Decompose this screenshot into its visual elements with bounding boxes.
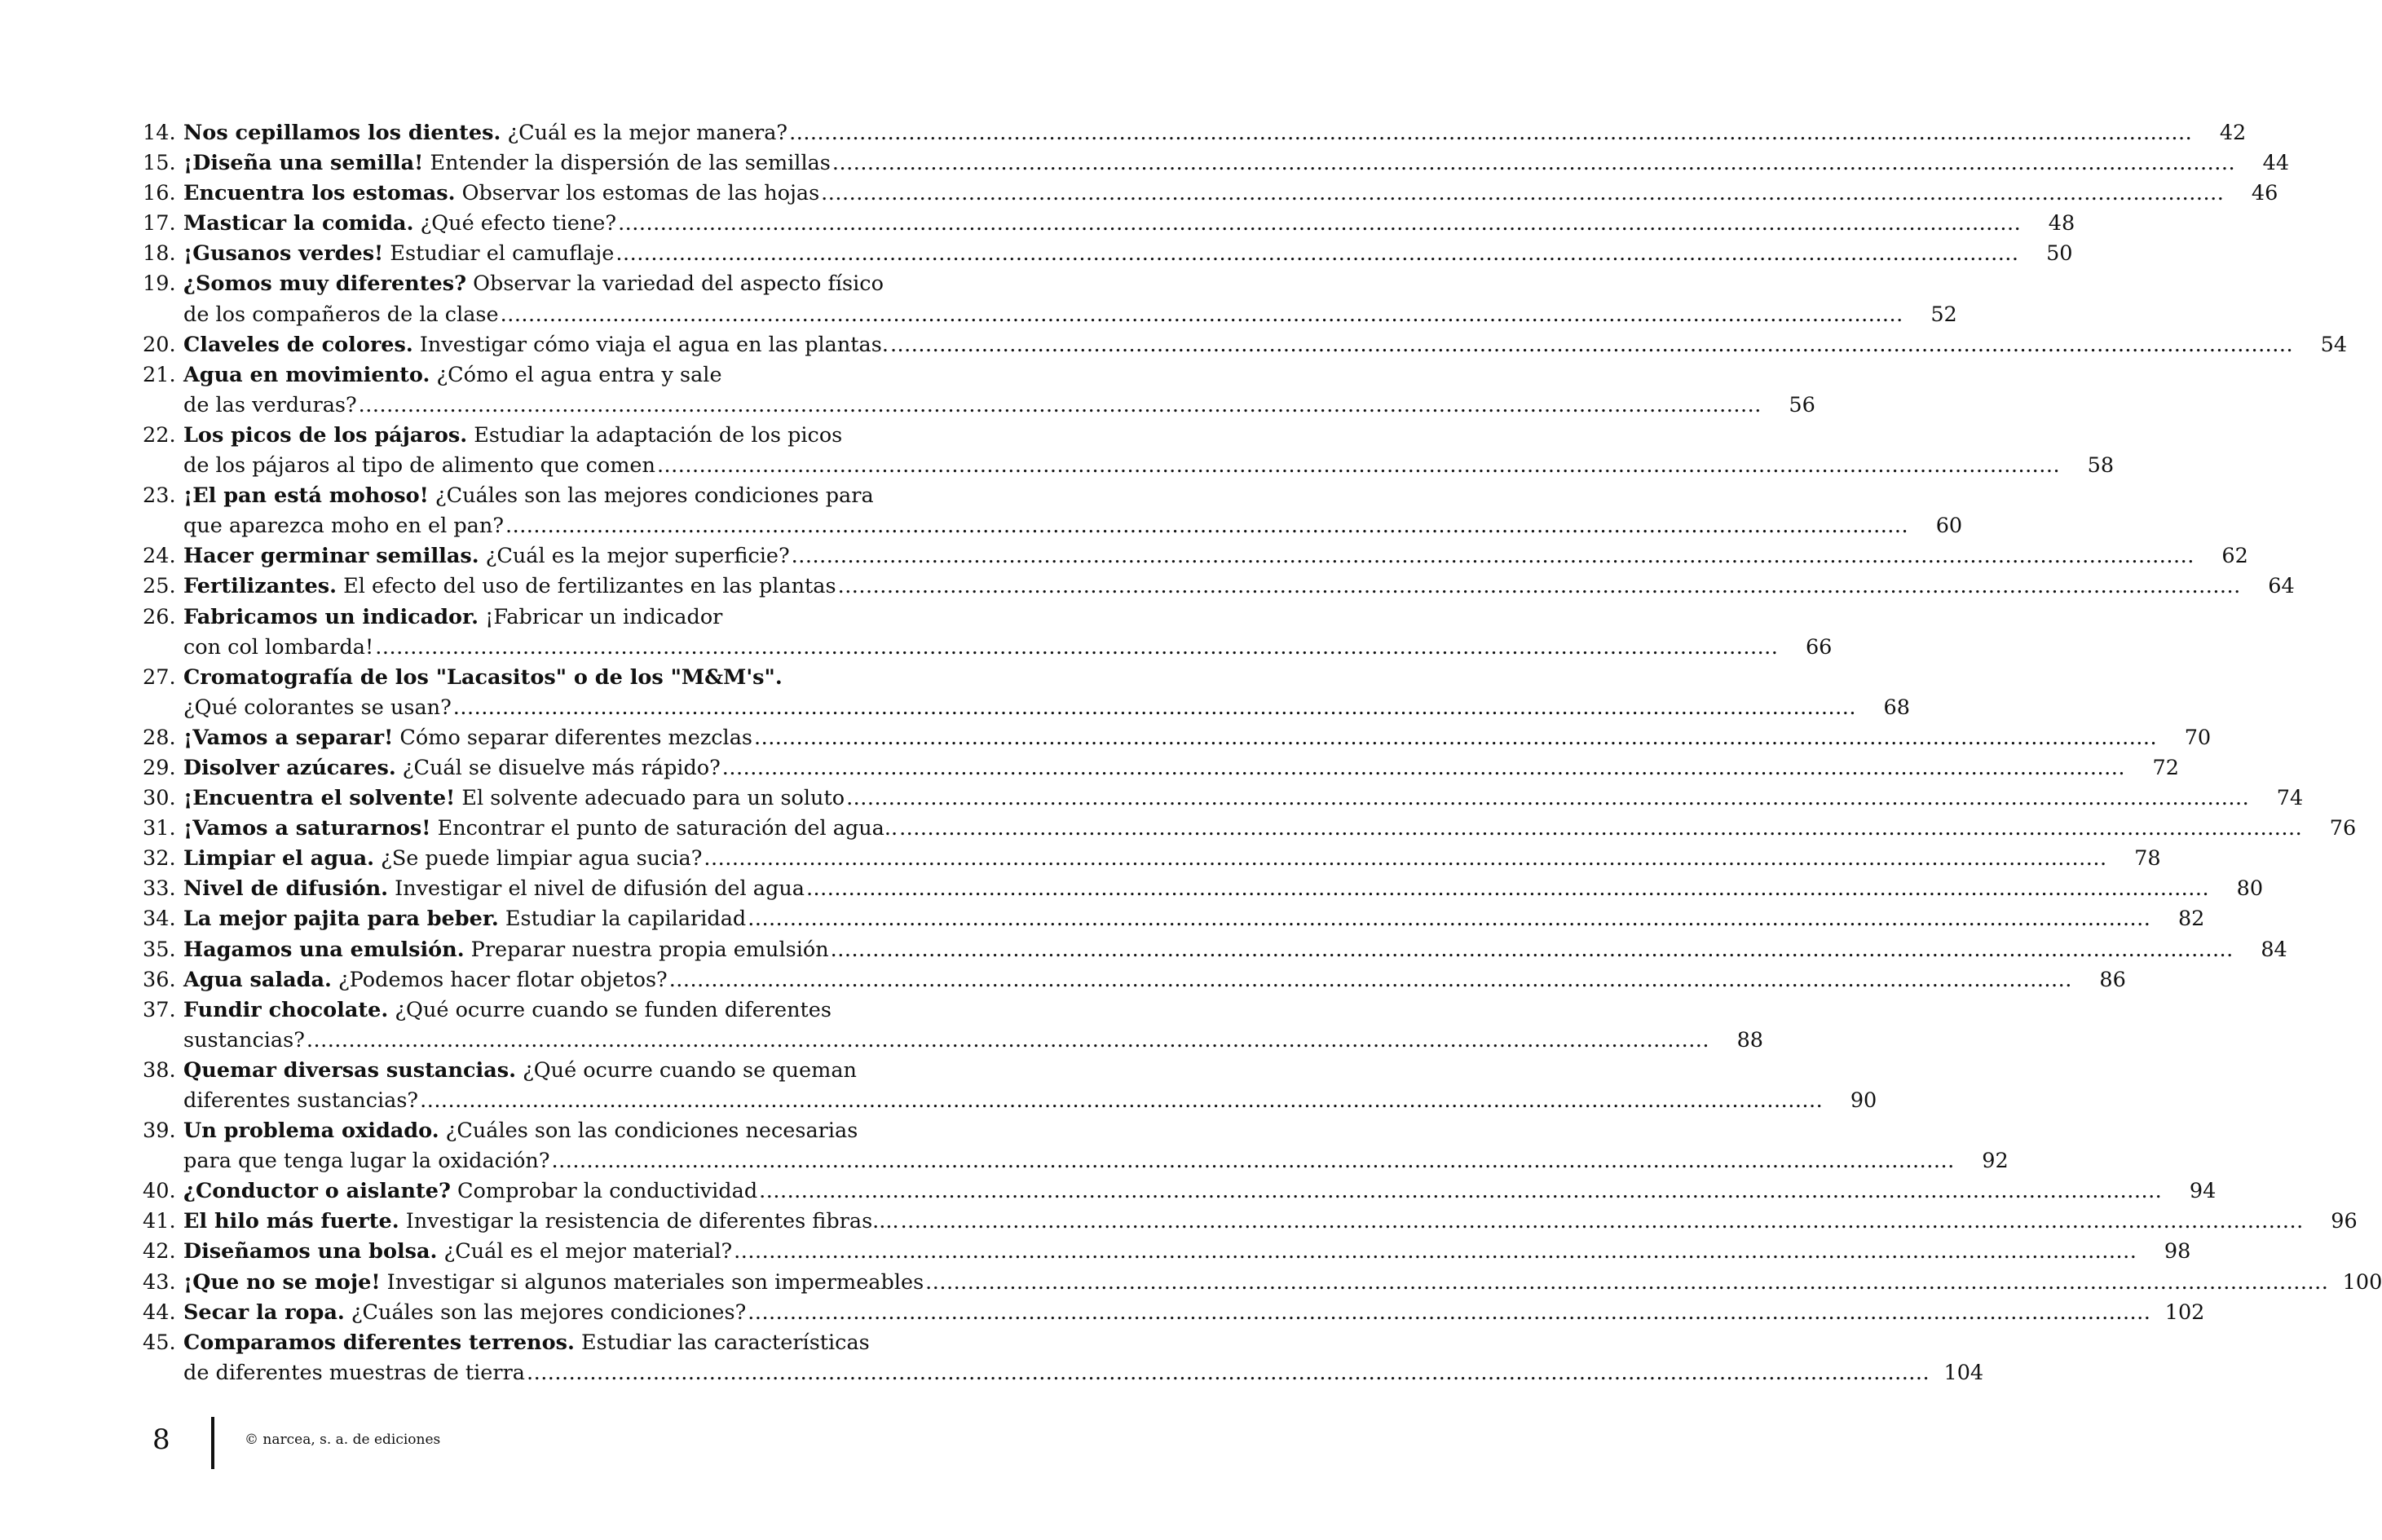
entry-description: ¿Cuáles son las mejores condiciones para <box>428 483 874 509</box>
table-of-contents <box>143 121 2382 1391</box>
toc-line <box>143 1269 2382 1300</box>
entry-number: 28. <box>143 725 176 750</box>
dot-leader: ........................................................................................................................................................................................................ <box>618 211 2022 236</box>
toc-entry <box>143 907 2205 937</box>
entry-page-number: 96 <box>2331 1209 2358 1234</box>
toc-line <box>143 725 2212 756</box>
dot-leader: ........................................................................................................................................................................................................ <box>753 725 2158 750</box>
entry-description: ¿Se puede limpiar agua sucia? <box>374 846 703 871</box>
entry-title: Los picos de los pájaros. <box>183 422 468 448</box>
toc-line <box>143 786 2304 816</box>
toc-line <box>143 1088 1877 1119</box>
toc-entry <box>143 755 2179 786</box>
dot-leader: ........................................................................................................................................................................................................ <box>505 514 1909 539</box>
toc-entry <box>143 544 2248 574</box>
entry-number: 36. <box>143 967 176 992</box>
entry-text <box>183 363 722 387</box>
entry-number: 19. <box>143 271 176 297</box>
toc-line <box>143 634 1833 665</box>
entry-title: Disolver azúcares. <box>183 755 396 780</box>
entry-number: 44. <box>143 1300 176 1325</box>
entry-text <box>183 211 616 236</box>
toc-line <box>143 1330 921 1361</box>
entry-text <box>183 574 836 598</box>
entry-description: diferentes sustancias? <box>183 1088 419 1113</box>
entry-number: 31. <box>143 816 176 841</box>
entry-page-number: 86 <box>2099 967 2126 992</box>
entry-text <box>143 1361 525 1385</box>
entry-title: Diseñamos una bolsa. <box>183 1239 438 1264</box>
entry-description: El solvente adecuado para un soluto <box>455 786 845 811</box>
toc-line <box>143 483 921 514</box>
toc-line <box>143 876 2264 907</box>
entry-text <box>183 544 790 568</box>
toc-line <box>143 544 2248 574</box>
toc-entry <box>143 816 2357 846</box>
entry-text <box>183 938 829 962</box>
dot-leader: ........................................................................................................................................................................................................ <box>759 1179 2163 1204</box>
toc-line <box>143 1119 921 1149</box>
toc-line <box>143 574 2295 604</box>
entry-description: El efecto del uso de fertilizantes en las plantas <box>337 574 836 599</box>
entry-title: Hacer germinar semillas. <box>183 544 479 569</box>
entry-page-number: 60 <box>1935 514 1963 539</box>
entry-page-number: 68 <box>1883 695 1910 720</box>
entry-text <box>183 181 819 205</box>
entry-text <box>183 665 783 690</box>
entry-title: ¡Que no se moje! <box>183 1269 381 1295</box>
toc-entry <box>143 151 2290 181</box>
dot-leader: ........................................................................................................................................................................................................ <box>452 695 1856 720</box>
entry-text <box>183 1209 899 1233</box>
dot-leader: ........................................................................................................................................................................................................ <box>837 574 2241 599</box>
entry-text <box>183 756 721 780</box>
dot-leader: ........................................................................................................................................................................................................ <box>821 181 2225 206</box>
entry-number: 22. <box>143 422 176 448</box>
entry-number: 34. <box>143 907 176 932</box>
toc-line <box>143 181 2278 211</box>
entry-description: Estudiar las características <box>574 1330 870 1355</box>
toc-entry <box>143 1239 2191 1269</box>
entry-description: Investigar si algunos materiales son impermeables <box>380 1269 924 1295</box>
toc-line <box>143 605 921 635</box>
entry-number: 35. <box>143 937 176 962</box>
toc-line <box>143 755 2179 786</box>
toc-entry <box>143 362 1815 423</box>
toc-line <box>143 695 1910 726</box>
entry-number: 29. <box>143 755 176 780</box>
toc-entry <box>143 241 2073 271</box>
entry-text <box>143 695 452 720</box>
entry-text <box>183 483 874 508</box>
entry-number: 14. <box>143 121 176 145</box>
entry-text <box>183 1270 924 1295</box>
entry-description: ¿Cuáles son las mejores condiciones? <box>344 1300 747 1325</box>
entry-page-number: 44 <box>2262 151 2290 176</box>
entry-description: de diferentes muestras de tierra <box>183 1360 525 1385</box>
entry-text <box>143 1088 418 1113</box>
toc-line <box>143 211 2075 241</box>
entry-description: de las verduras? <box>183 392 357 417</box>
entry-number: 24. <box>143 544 176 569</box>
entry-title: Secar la ropa. <box>183 1300 345 1325</box>
toc-line <box>143 816 2357 846</box>
dot-leader: ........................................................................................................................................................................................................ <box>375 634 1779 660</box>
dot-leader: ........................................................................................................................................................................................................ <box>734 1239 2137 1264</box>
toc-entry <box>143 332 2348 363</box>
entry-text <box>183 241 614 266</box>
entry-text <box>183 1179 757 1203</box>
toc-line <box>143 271 921 302</box>
entry-page-number: 78 <box>2134 846 2161 871</box>
entry-text <box>183 1330 870 1355</box>
entry-title: La mejor pajita para beber. <box>183 907 499 932</box>
entry-text <box>183 998 831 1022</box>
entry-title: ¿Conductor o aislante? <box>183 1179 451 1204</box>
dot-leader: ........................................................................................................................................................................................................ <box>500 302 1903 327</box>
toc-entry <box>143 846 2161 876</box>
entry-description: ¡Fabricar un indicador <box>479 604 723 629</box>
entry-number: 18. <box>143 241 176 267</box>
entry-page-number: 92 <box>1982 1149 2009 1174</box>
entry-text <box>183 1119 858 1143</box>
toc-entry <box>143 422 2115 483</box>
entry-page-number: 58 <box>2087 453 2115 479</box>
entry-number: 17. <box>143 211 176 236</box>
toc-entry <box>143 483 1963 544</box>
dot-leader: ........................................................................................................................................................................................................ <box>889 332 2294 357</box>
toc-line <box>143 1027 1764 1058</box>
toc-entry <box>143 121 2247 151</box>
entry-number: 45. <box>143 1330 176 1355</box>
entry-title: Nivel de difusión. <box>183 876 389 902</box>
entry-page-number: 50 <box>2046 241 2073 267</box>
toc-line <box>143 241 2073 271</box>
entry-number: 23. <box>143 483 176 509</box>
entry-page-number: 70 <box>2184 725 2212 750</box>
entry-description: para que tenga lugar la oxidación? <box>183 1149 550 1174</box>
toc-entry <box>143 1330 1984 1391</box>
footer-divider <box>211 1417 214 1469</box>
entry-page-number: 76 <box>2329 816 2357 841</box>
entry-page-number: 64 <box>2268 574 2295 599</box>
entry-number: 21. <box>143 362 176 387</box>
entry-description: Observar los estomas de las hojas <box>455 181 820 206</box>
entry-page-number: 98 <box>2164 1239 2191 1264</box>
entry-title: ¡Encuentra el solvente! <box>183 786 456 811</box>
entry-number: 25. <box>143 574 176 599</box>
entry-number: 32. <box>143 846 176 871</box>
entry-description: ¿Cuál se disuelve más rápido? <box>395 755 721 780</box>
entry-page-number: 46 <box>2251 181 2278 206</box>
entry-number: 38. <box>143 1057 176 1083</box>
entry-text <box>143 514 504 538</box>
entry-text <box>183 786 845 810</box>
entry-title: ¡El pan está mohoso! <box>183 483 429 509</box>
entry-description: Encontrar el punto de saturación del agua.. <box>430 816 898 841</box>
entry-text <box>183 846 702 871</box>
toc-line <box>143 907 2205 937</box>
toc-entry <box>143 997 1764 1058</box>
toc-entry <box>143 271 1957 332</box>
entry-page-number: 94 <box>2189 1179 2217 1204</box>
toc-entry <box>143 211 2075 241</box>
entry-text <box>183 423 842 448</box>
entry-title: Fabricamos un indicador. <box>183 604 479 629</box>
toc-line <box>143 1300 2205 1330</box>
entry-page-number: 56 <box>1789 392 1815 417</box>
dot-leader: ........................................................................................................................................................................................................ <box>831 151 2236 176</box>
entry-title: Agua en movimiento. <box>183 362 430 387</box>
toc-line <box>143 937 2287 968</box>
toc-entry <box>143 604 1833 665</box>
entry-text <box>183 151 831 175</box>
toc-entry <box>143 786 2304 816</box>
entry-title: Claveles de colores. <box>183 332 413 357</box>
entry-text <box>183 333 889 357</box>
entry-page-number: 82 <box>2177 907 2205 932</box>
dot-leader: ........................................................................................................................................................................................................ <box>668 967 2072 992</box>
dot-leader: ........................................................................................................................................................................................................ <box>805 876 2210 902</box>
dot-leader: ........................................................................................................................................................................................................ <box>721 755 2125 780</box>
entry-page-number: 74 <box>2276 786 2304 811</box>
entry-text <box>143 1028 305 1052</box>
entry-text <box>183 907 746 931</box>
entry-description: Investigar la resistencia de diferentes fibras.... <box>399 1209 899 1234</box>
toc-entry <box>143 1119 2009 1179</box>
entry-page-number: 62 <box>2221 544 2248 569</box>
entry-page-number: 80 <box>2236 876 2264 902</box>
dot-leader: ........................................................................................................................................................................................................ <box>748 1300 2151 1325</box>
toc-entry <box>143 725 2212 756</box>
entry-description: Estudiar el camuflaje <box>383 241 615 267</box>
entry-title: Un problema oxidado. <box>183 1119 439 1144</box>
toc-entry <box>143 1269 2382 1300</box>
entry-description: Estudiar la adaptación de los picos <box>467 422 843 448</box>
toc-line <box>143 1360 1984 1391</box>
dot-leader: ........................................................................................................................................................................................................ <box>830 937 2234 962</box>
entry-description: Observar la variedad del aspecto físico <box>466 271 884 297</box>
entry-text <box>183 726 752 750</box>
entry-description: de los pájaros al tipo de alimento que comen <box>183 453 655 479</box>
entry-description: ¿Cuáles son las condiciones necesarias <box>439 1119 858 1144</box>
entry-text <box>183 1300 746 1325</box>
dot-leader: ........................................................................................................................................................................................................ <box>656 453 2061 479</box>
entry-number: 37. <box>143 997 176 1022</box>
entry-number: 39. <box>143 1119 176 1144</box>
entry-description: con col lombarda! <box>183 634 374 660</box>
toc-line <box>143 332 2348 363</box>
toc-line <box>143 392 1815 423</box>
toc-entry <box>143 1300 2205 1330</box>
dot-leader: ........................................................................................................................................................................................................ <box>900 1209 2304 1234</box>
entry-text <box>143 1149 550 1173</box>
entry-text <box>143 453 655 478</box>
entry-title: Comparamos diferentes terrenos. <box>183 1330 575 1355</box>
entry-text <box>183 121 787 145</box>
entry-text <box>183 1239 732 1264</box>
toc-line <box>143 151 2290 181</box>
toc-entry <box>143 937 2287 968</box>
dot-leader: ........................................................................................................................................................................................................ <box>846 786 2250 811</box>
entry-page-number: 100 <box>2342 1269 2382 1295</box>
entry-title: ¡Gusanos verdes! <box>183 241 384 267</box>
toc-line <box>143 121 2247 151</box>
entry-text <box>143 302 499 327</box>
entry-title: Quemar diversas sustancias. <box>183 1057 516 1083</box>
entry-description: ¿Qué efecto tiene? <box>413 211 617 236</box>
entry-title: El hilo más fuerte. <box>183 1209 399 1234</box>
entry-title: Fundir chocolate. <box>183 997 389 1022</box>
entry-text <box>143 393 357 417</box>
dot-leader: ........................................................................................................................................................................................................ <box>306 1027 1710 1052</box>
entry-text <box>183 1058 857 1083</box>
entry-number: 20. <box>143 332 176 357</box>
toc-entry <box>143 1209 2358 1239</box>
toc-line <box>143 1179 2217 1209</box>
entry-page-number: 54 <box>2320 332 2348 357</box>
entry-number: 33. <box>143 876 176 902</box>
entry-number: 40. <box>143 1179 176 1204</box>
entry-description: Comprobar la conductividad <box>450 1179 758 1204</box>
entry-title: Encuentra los estomas. <box>183 181 456 206</box>
entry-page-number: 42 <box>2219 121 2247 145</box>
toc-entry <box>143 664 1910 726</box>
entry-description: ¿Qué ocurre cuando se funden diferentes <box>388 997 831 1022</box>
entry-number: 16. <box>143 181 176 206</box>
entry-number: 30. <box>143 786 176 811</box>
dot-leader: ........................................................................................................................................................................................................ <box>551 1149 1955 1174</box>
toc-line <box>143 1149 2009 1179</box>
entry-description: ¿Cuál es el mejor material? <box>437 1239 733 1264</box>
toc-line <box>143 363 921 393</box>
entry-number: 15. <box>143 151 176 176</box>
toc-line <box>143 1209 2358 1239</box>
dot-leader: ........................................................................................................................................................................................................ <box>420 1088 1824 1113</box>
entry-text <box>183 876 805 901</box>
toc-line <box>143 1058 921 1088</box>
entry-title: Hagamos una emulsión. <box>183 937 465 962</box>
entry-title: ¡Vamos a separar! <box>183 725 394 750</box>
entry-description: Entender la dispersión de las semillas <box>423 151 831 176</box>
dot-leader: ........................................................................................................................................................................................................ <box>789 121 2193 145</box>
toc-entry <box>143 574 2295 604</box>
entry-number: 27. <box>143 664 176 690</box>
entry-number: 42. <box>143 1239 176 1264</box>
dot-leader: ........................................................................................................................................................................................................ <box>791 544 2195 569</box>
toc-line <box>143 998 921 1028</box>
toc-entry <box>143 876 2264 907</box>
dot-leader: ........................................................................................................................................................................................................ <box>526 1360 1930 1385</box>
toc-line <box>143 846 2161 876</box>
entry-page-number: 88 <box>1736 1027 1764 1052</box>
toc-entry <box>143 1179 2217 1209</box>
entry-page-number: 104 <box>1943 1360 1984 1385</box>
entry-title: Nos cepillamos los dientes. <box>183 121 501 145</box>
copyright-notice: © narcea, s. a. de ediciones <box>245 1432 441 1448</box>
entry-description: Preparar nuestra propia emulsión <box>464 937 829 962</box>
toc-entry <box>143 1057 1877 1119</box>
entry-description: ¿Cómo el agua entra y sale <box>430 362 722 387</box>
entry-description: ¿Qué colorantes se usan? <box>183 695 452 720</box>
toc-line <box>143 1239 2191 1269</box>
entry-title: Masticar la comida. <box>183 211 414 236</box>
entry-description: ¿Podemos hacer flotar objetos? <box>331 967 668 992</box>
entry-page-number: 102 <box>2164 1300 2205 1325</box>
entry-title: Agua salada. <box>183 967 332 992</box>
toc-line <box>143 514 1963 544</box>
entry-text <box>183 968 668 992</box>
dot-leader: ........................................................................................................................................................................................................ <box>615 241 2019 267</box>
entry-description: que aparezca moho en el pan? <box>183 514 504 539</box>
dot-leader: ........................................................................................................................................................................................................ <box>899 816 2303 841</box>
entry-page-number: 84 <box>2261 937 2287 962</box>
toc-line <box>143 665 921 695</box>
toc-entry <box>143 967 2126 998</box>
toc-line <box>143 302 1957 333</box>
entry-number: 26. <box>143 604 176 629</box>
entry-description: Estudiar la capilaridad <box>498 907 747 932</box>
entry-page-number: 52 <box>1930 302 1957 327</box>
toc-line <box>143 423 921 453</box>
dot-leader: ........................................................................................................................................................................................................ <box>748 907 2151 932</box>
entry-description: de los compañeros de la clase <box>183 302 499 327</box>
entry-number: 43. <box>143 1269 176 1295</box>
entry-title: Limpiar el agua. <box>183 846 375 871</box>
entry-title: Cromatografía de los "Lacasitos" o de los "M&M's". <box>183 664 783 690</box>
entry-text <box>183 271 884 296</box>
entry-description: ¿Qué ocurre cuando se queman <box>515 1057 857 1083</box>
dot-leader: ........................................................................................................................................................................................................ <box>358 392 1762 417</box>
entry-description: Investigar cómo viaja el agua en las plantas. <box>412 332 889 357</box>
entry-page-number: 66 <box>1805 634 1833 660</box>
page-footer <box>143 1419 876 1467</box>
entry-page-number: 48 <box>2048 211 2075 236</box>
entry-description: sustancias? <box>183 1027 305 1052</box>
entry-description: ¿Cuál es la mejor manera? <box>501 121 788 145</box>
entry-number: 41. <box>143 1209 176 1234</box>
toc-entry <box>143 181 2278 211</box>
toc-line <box>143 453 2115 483</box>
entry-description: ¿Cuál es la mejor superficie? <box>479 544 790 569</box>
page-number: 8 <box>152 1423 170 1456</box>
entry-description: Cómo separar diferentes mezclas <box>393 725 752 750</box>
entry-title: Fertilizantes. <box>183 574 337 599</box>
entry-title: ¡Diseña una semilla! <box>183 151 424 176</box>
entry-page-number: 90 <box>1850 1088 1877 1113</box>
dot-leader: ........................................................................................................................................................................................................ <box>704 846 2107 871</box>
dot-leader: ........................................................................................................................................................................................................ <box>925 1269 2329 1295</box>
entry-description: Investigar el nivel de difusión del agua <box>388 876 805 902</box>
entry-page-number: 72 <box>2152 755 2179 780</box>
entry-title: ¡Vamos a saturarnos! <box>183 816 431 841</box>
entry-title: ¿Somos muy diferentes? <box>183 271 467 297</box>
entry-text <box>183 605 722 629</box>
entry-text <box>183 816 898 841</box>
toc-line <box>143 967 2126 998</box>
entry-text <box>143 635 373 660</box>
